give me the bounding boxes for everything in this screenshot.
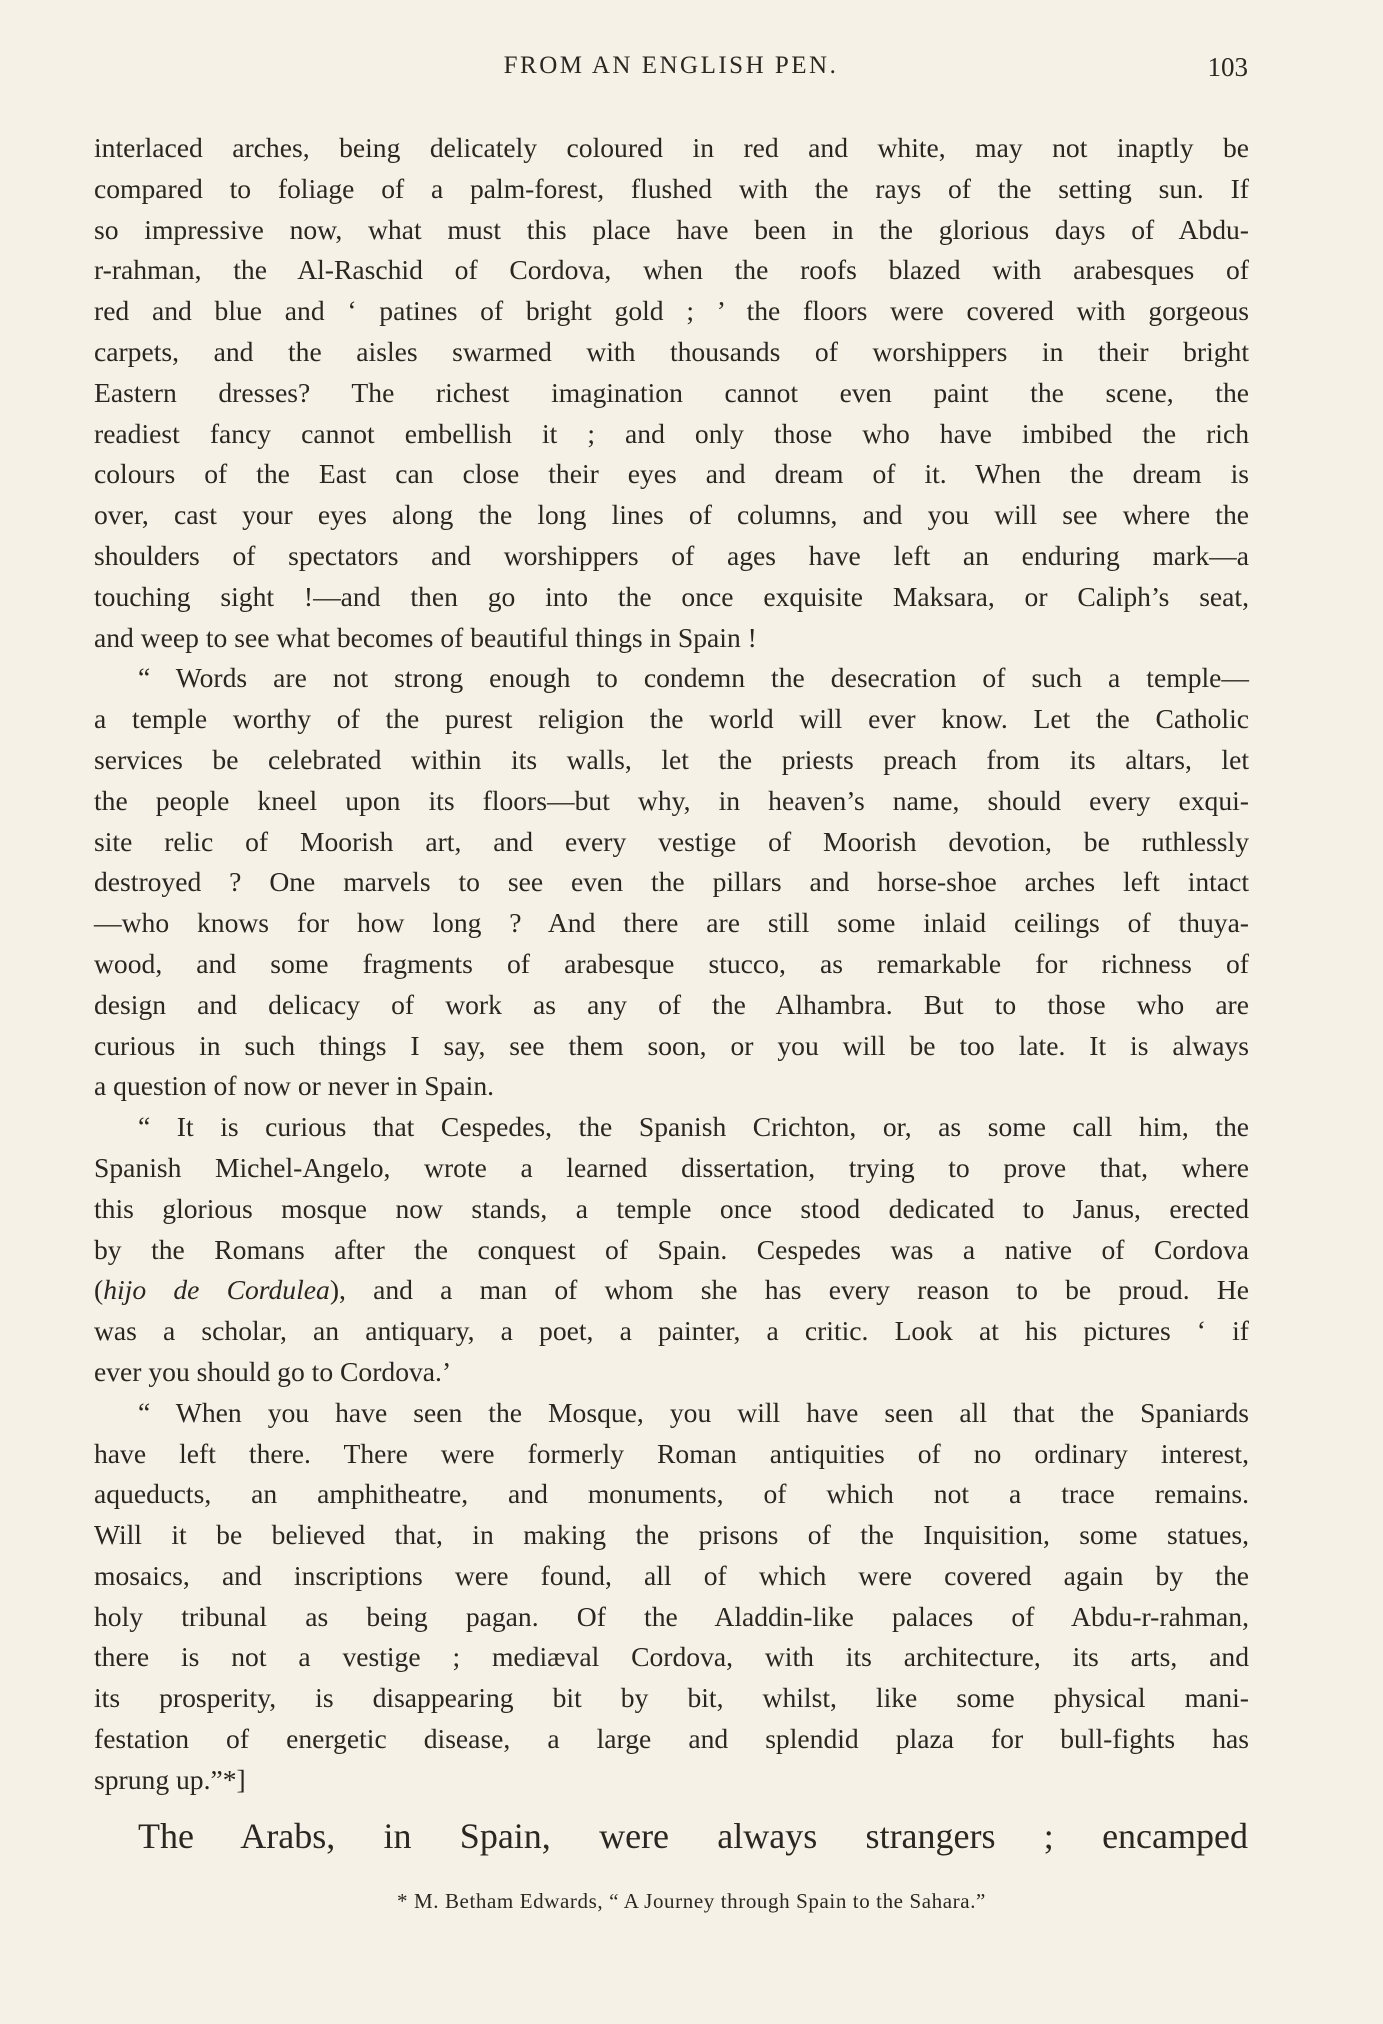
text-line: destroyed ? One marvels to see even the pillars and horse-shoe arches left intact [94, 866, 1249, 898]
footnote: * M. Betham Edwards, “ A Journey through Spain to the Sahara.” [397, 1889, 986, 1913]
text-line: this glorious mosque now stands, a temple once stood dedicated to Janus, erected [94, 1192, 1249, 1224]
text-line: carpets, and the aisles swarmed with thousands of worshippers in their bright [94, 335, 1249, 367]
text-line: r-rahman, the Al-Raschid of Cordova, when the roofs blazed with arabesques of [94, 254, 1249, 286]
closing-line: The Arabs, in Spain, were always strangers ; encamped [138, 1816, 1248, 1856]
text-line: shoulders of spectators and worshippers of ages have left an enduring mark—a [94, 539, 1249, 571]
text-line: curious in such things I say, see them soon, or you will be too late. It is always [94, 1029, 1249, 1061]
body-text [94, 128, 1249, 1801]
text-line: Eastern dresses? The richest imagination cannot even paint the scene, the [94, 376, 1249, 408]
text-line: a question of now or never in Spain. [94, 1070, 495, 1102]
running-title: FROM AN ENGLISH PEN. [503, 52, 839, 79]
text-line: festation of energetic disease, a large and splendid plaza for bull-fights has [94, 1723, 1249, 1755]
page-number: 103 [1207, 52, 1248, 82]
text-line: sprung up.”*] [94, 1763, 246, 1795]
text-line: so impressive now, what must this place have been in the glorious days of Abdu- [94, 213, 1249, 245]
text-line: mosaics, and inscriptions were found, all of which were covered again by the [94, 1559, 1249, 1591]
page-header [94, 52, 1248, 92]
text-line: —who knows for how long ? And there are still some inlaid ceilings of thuya- [94, 907, 1249, 939]
text-line: there is not a vestige ; mediæval Cordova, with its architecture, its arts, and [94, 1641, 1249, 1673]
text-line: interlaced arches, being delicately coloured in red and white, may not inaptly be [94, 132, 1249, 163]
text-line: over, cast your eyes along the long lines of columns, and you will see where the [94, 499, 1249, 531]
text-line: have left there. There were formerly Roman antiquities of no ordinary interest, [94, 1437, 1249, 1469]
text-line: compared to foliage of a palm-forest, flushed with the rays of the setting sun. If [94, 172, 1249, 204]
text-line: by the Romans after the conquest of Spain. Cespedes was a native of Cordova [94, 1233, 1249, 1265]
text-line: “ Words are not strong enough to condemn the desecration of such a temple— [138, 662, 1249, 694]
text-line: Spanish Michel-Angelo, wrote a learned dissertation, trying to prove that, where [94, 1151, 1249, 1183]
text-line: and weep to see what becomes of beautiful things in Spain ! [94, 621, 757, 653]
text-line: was a scholar, an antiquary, a poet, a painter, a critic. Look at his pictures ‘ if [94, 1315, 1249, 1347]
text-line: colours of the East can close their eyes and dream of it. When the dream is [94, 458, 1249, 490]
text-line: “ It is curious that Cespedes, the Spanish Crichton, or, as some call him, the [138, 1111, 1249, 1143]
text-line: touching sight !—and then go into the once exquisite Maksara, or Caliph’s seat, [94, 580, 1249, 612]
text-line: its prosperity, is disappearing bit by bit, whilst, like some physical mani- [94, 1682, 1249, 1714]
text-line: red and blue and ‘ patines of bright gold ; ’ the floors were covered with gorgeous [94, 295, 1249, 327]
text-line: site relic of Moorish art, and every vestige of Moorish devotion, be ruthlessly [94, 825, 1249, 857]
text-line: “ When you have seen the Mosque, you will have seen all that the Spaniards [138, 1396, 1249, 1428]
italic-phrase: hijo de Cordulea [103, 1274, 330, 1306]
text-line: Will it be believed that, in making the prisons of the Inquisition, some statues, [94, 1519, 1249, 1551]
text-line: holy tribunal as being pagan. Of the Aladdin-like palaces of Abdu-r-rahman, [94, 1600, 1249, 1632]
text-line: a temple worthy of the purest religion the world will ever know. Let the Catholic [94, 703, 1249, 735]
text-line: readiest fancy cannot embellish it ; and only those who have imbibed the rich [94, 417, 1249, 449]
text-line: services be celebrated within its walls, let the priests preach from its altars, let [94, 743, 1249, 775]
text-line: the people kneel upon its floors—but why, in heaven’s name, should every exqui- [94, 784, 1249, 816]
text-line: (hijo de Cordulea), and a man of whom she has every reason to be proud. He [94, 1274, 1249, 1306]
text-line: aqueducts, an amphitheatre, and monuments, of which not a trace remains. [94, 1478, 1249, 1510]
text-line: ever you should go to Cordova.’ [94, 1355, 452, 1387]
text-line: design and delicacy of work as any of the Alhambra. But to those who are [94, 988, 1249, 1020]
text-line: wood, and some fragments of arabesque stucco, as remarkable for richness of [94, 947, 1249, 979]
